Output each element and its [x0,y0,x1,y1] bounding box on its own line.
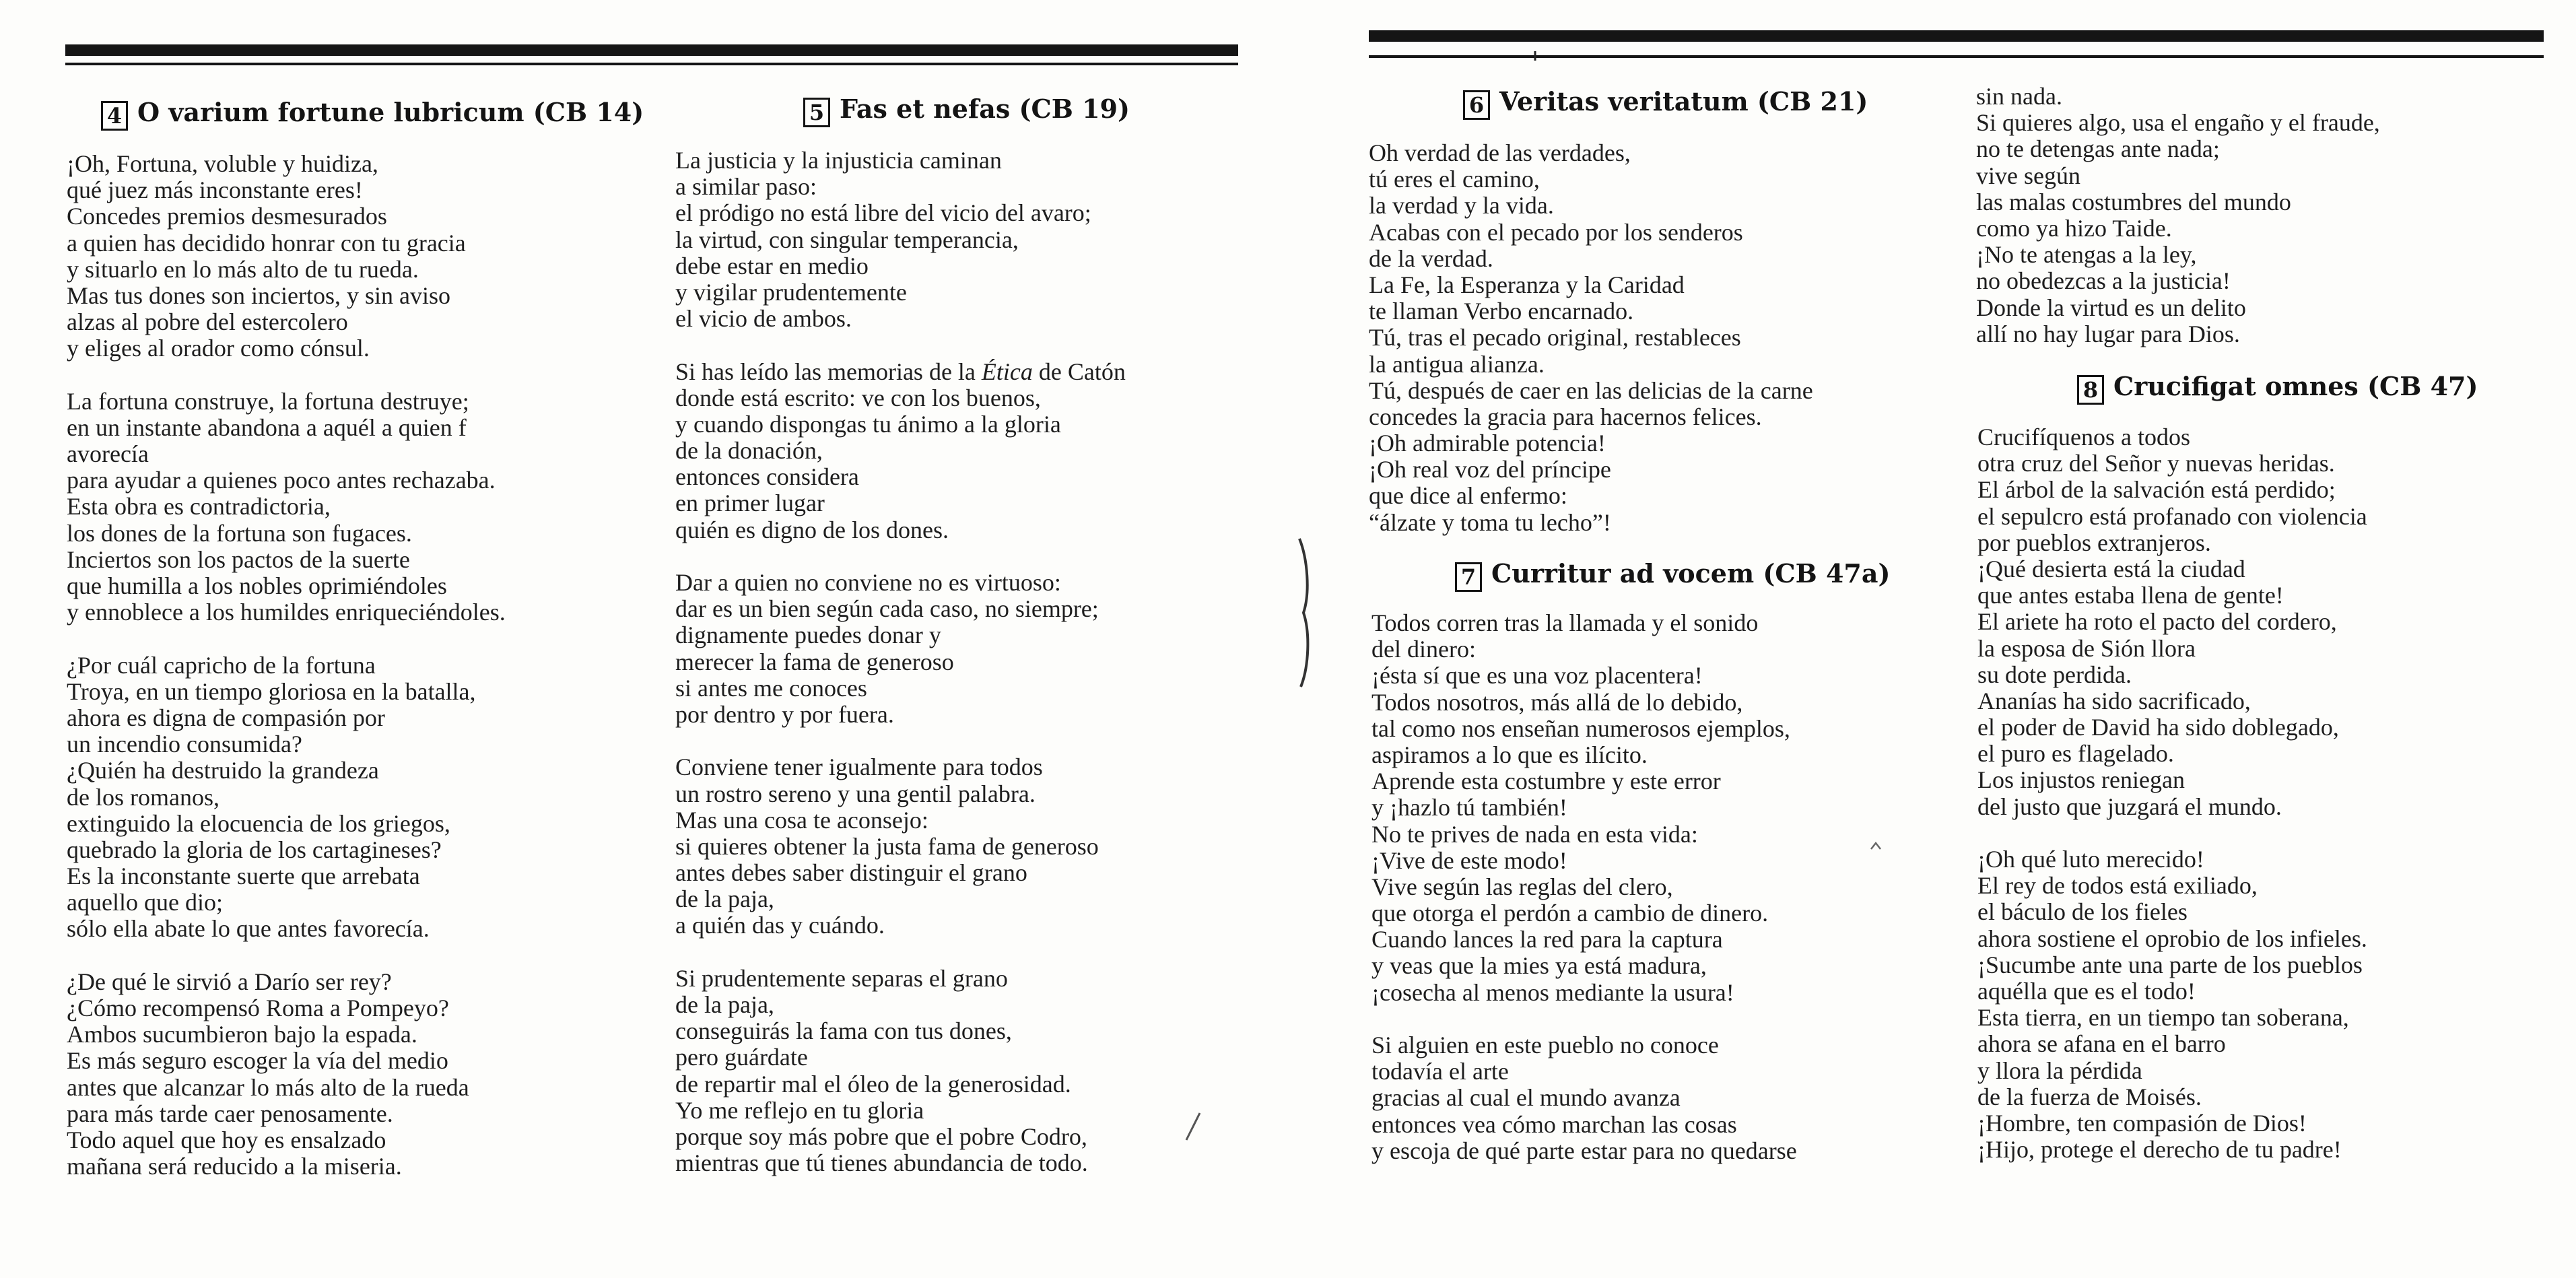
poem-line: el sepulcro está profanado con violencia [1977,502,2367,530]
poem-line: alzas al pobre del estercolero [67,308,348,336]
poem-line: la verdad y la vida. [1369,192,1554,220]
poem-line: aquélla que es el todo! [1977,977,2196,1005]
poem-line: donde está escrito: ve con los buenos, [675,384,1041,411]
poem-line: El árbol de la salvación está perdido; [1977,476,2336,504]
poem-line: El rey de todos está exiliado, [1977,872,2258,900]
poem-line: Crucifíquenos a todos [1977,424,2190,450]
stanza-break [675,728,1268,754]
poem-line: Si has leído las memorias de la Ética de Catón [675,358,1126,385]
poem-title: Veritas veritatum (CB 21) [1499,86,1868,116]
poem-line: ¡Qué desierta está la ciudad [1977,555,2245,582]
poem-line: ¡Hombre, ten compasión de Dios! [1977,1109,2307,1137]
poem-line: dignamente puedes donar y [675,621,941,649]
poem-line: que humilla a los nobles oprimiéndoles [67,572,447,599]
poem-line: la virtud, con singular temperancia, [675,226,1019,253]
poem-line: porque soy más pobre que el pobre Codro, [675,1122,1087,1150]
poem-line: ¿De qué le sirvió a Darío ser rey? [67,968,392,995]
poem-line: Tú, tras el pecado original, restableces [1369,324,1741,351]
poem-line: la esposa de Sión llora [1977,634,2196,662]
poem-line: un incendio consumida? [67,731,302,758]
poem-line: Ambos sucumbieron bajo la espada. [67,1021,417,1048]
poem-line: La justicia y la injusticia caminan [675,147,1002,174]
right-top-rule-thin [1369,55,2544,58]
poem-title: O varium fortune lubricum (CB 14) [137,97,644,127]
stanza-break [67,943,659,969]
poem-line: el pródigo no está libre del vicio del avaro; [675,199,1091,227]
poem-line: sin nada. [1976,83,2062,110]
poem-line: Mas una cosa te aconsejo: [675,806,928,834]
poem-line: mientras que tú tienes abundancia de todo. [675,1149,1088,1177]
poem-title: Crucifigat omnes (CB 47) [2113,371,2478,401]
poem-line: conseguirás la fama con tus dones, [675,1017,1012,1045]
left-top-rule-thick [65,44,1238,56]
stanza-break [675,939,1268,966]
poem-line: Cuando lances la red para la captura [1371,926,1723,953]
poem-line: de la verdad. [1369,244,1493,272]
poem-number-box: 7 [1455,562,1482,592]
poem-line: no obedezcas a la justicia! [1976,267,2231,295]
poem-line: ahora sostiene el oprobio de los infieles. [1977,924,2367,952]
poem-line: Vive según las reglas del clero, [1371,873,1673,900]
poem-line: de repartir mal el óleo de la generosidad. [675,1070,1071,1098]
poem-line: Mas tus dones son inciertos, y sin aviso [67,281,450,309]
poem-line: pero guárdate [675,1044,808,1071]
poem-line: Todo aquel que hoy es ensalzado [67,1126,386,1153]
poem-line: Dar a quien no conviene no es virtuoso: [675,569,1061,596]
poem-line: sólo ella abate lo que antes favorecía. [67,915,430,943]
poem-line: aspiramos a lo que es ilícito. [1371,741,1648,768]
poem-line: de la paja, [675,991,774,1018]
poem-number-box: 6 [1463,90,1490,120]
poem-line: a similar paso: [675,173,817,201]
poem-line: y llora la pérdida [1977,1056,2142,1084]
stanza-break [675,543,1268,570]
poem-line: que otorga el perdón a cambio de dinero. [1371,900,1769,927]
poem-line: debe estar en medio [675,252,869,279]
poem-line: qué juez más inconstante eres! [67,176,363,204]
stanza-break [1977,820,2570,846]
poem-line: en un instante abandona a aquél a quien f [67,413,467,441]
poem-line: te llaman Verbo encarnado. [1369,298,1634,325]
poem-line: ¡No te atengas a la ley, [1976,241,2197,269]
poem-line: como ya hizo Taide. [1976,214,2172,242]
poem-line: del justo que juzgará el mundo. [1977,793,2282,820]
poem-number-box: 8 [2077,375,2104,405]
poem-line: ¡Oh qué luto merecido! [1977,846,2204,873]
poem-line: ¡Oh admirable potencia! [1369,430,1606,457]
caret-mark [1869,840,1883,851]
poem-line: quién es digno de los dones. [675,516,949,543]
poem-line: tal como nos enseñan numerosos ejemplos, [1371,714,1790,742]
poem-8-text [1977,424,2570,1163]
poem-line: ahora es digna de compasión por [67,704,385,731]
poem-line: antes que alcanzar lo más alto de la rueda [67,1073,469,1101]
left-top-rule-thin [65,63,1238,65]
poem-line: Tú, después de caer en las delicias de la carne [1369,376,1813,404]
poem-line: Concedes premios desmesurados [67,203,387,230]
poem-7-heading [1455,558,1890,592]
poem-line: dar es un bien según cada caso, no siempre; [675,595,1099,623]
poem-line: allí no hay lugar para Dios. [1976,320,2240,347]
poem-line: La Fe, la Esperanza y la Caridad [1369,271,1685,298]
poem-line: La fortuna construye, la fortuna destruye; [67,387,469,415]
poem-line: tú eres el camino, [1369,166,1540,193]
poem-line: del dinero: [1371,636,1476,663]
poem-line: si antes me conoces [675,674,867,702]
poem-line: a quien has decidido honrar con tu gracia [67,229,466,257]
poem-line: no te detengas ante nada; [1976,135,2220,163]
poem-line: de la donación, [675,437,823,465]
poem-line: aquello que dio; [67,889,223,916]
poem-line: Esta tierra, en un tiempo tan soberana, [1977,1004,2349,1032]
poem-line: concedes la gracia para hacernos felices. [1369,403,1762,430]
poem-8-heading [2077,371,2478,405]
poem-line: Aprende esta costumbre y este error [1371,768,1721,795]
poem-line: vive según [1976,162,2080,189]
poem-4-text [67,151,659,1180]
poem-line: Es más seguro escoger la vía del medio [67,1047,448,1075]
poem-6-heading [1463,86,1868,120]
poem-line: ¡Hijo, protege el derecho de tu padre! [1977,1136,2342,1164]
poem-line: ¡cosecha al menos mediante la usura! [1371,978,1734,1006]
poem-7-continued-text [1976,83,2569,347]
poem-line: y escoja de qué parte estar para no quedarse [1371,1137,1797,1164]
poem-line: y cuando dispongas tu ánimo a la gloria [675,410,1061,438]
poem-7-text [1371,610,1964,1164]
poem-line: en primer lugar [675,490,825,517]
poem-line: un rostro sereno y una gentil palabra. [675,780,1036,807]
poem-line: que antes estaba llena de gente! [1977,582,2284,609]
poem-line: ahora se afana en el barro [1977,1030,2226,1058]
poem-line: a quién das y cuándo. [675,912,885,939]
poem-number-box: 5 [803,98,830,127]
poem-line: ¿Cómo recompensó Roma a Pompeyo? [67,995,449,1021]
poem-line: para ayudar a quienes poco antes rechazaba. [67,467,496,494]
poem-line: para más tarde caer penosamente. [67,1100,393,1127]
poem-title: Curritur ad vocem (CB 47a) [1491,558,1891,588]
poem-line: No te prives de nada en esta vida: [1371,820,1698,848]
poem-line: Todos nosotros, más allá de lo debido, [1371,688,1743,716]
poem-line: Troya, en un tiempo gloriosa en la batalla, [67,677,476,705]
poem-line: Si alguien en este pueblo no conoce [1371,1032,1719,1058]
poem-line: el puro es flagelado. [1977,740,2174,768]
stanza-break [1371,1006,1964,1032]
poem-line: y ¡hazlo tú también! [1371,794,1567,821]
poem-number-box: 4 [101,101,128,131]
poem-line: su dote perdida. [1977,661,2132,688]
poem-line: el vicio de ambos. [675,305,852,333]
poem-line: Si prudentemente separas el grano [675,964,1008,992]
poem-line: otra cruz del Señor y nuevas heridas. [1977,450,2335,477]
poem-line: y situarlo en lo más alto de tu rueda. [67,255,419,283]
poem-6-text [1369,140,1961,536]
poem-line: Todos corren tras la llamada y el sonido [1371,609,1759,636]
tick-mark [1532,51,1538,61]
poem-line: de los romanos, [67,783,219,811]
right-top-rule-thick [1369,30,2544,42]
poem-line: “álzate y toma tu lecho”! [1369,508,1611,536]
poem-line: la antigua alianza. [1369,350,1545,378]
stanza-break [67,362,659,389]
poem-line: extinguido la elocuencia de los griegos, [67,809,450,837]
poem-line: Los injustos reniegan [1977,766,2185,794]
poem-line: Acabas con el pecado por los senderos [1369,218,1743,246]
poem-line: si quieres obtener la justa fama de generoso [675,832,1099,860]
poem-line: el báculo de los fieles [1977,898,2188,926]
poem-line: de la paja, [675,885,774,913]
poem-line: ¡ésta sí que es una voz placentera! [1371,662,1703,690]
poem-line: que dice al enfermo: [1369,482,1567,510]
stanza-break [675,332,1268,358]
poem-line: el poder de David ha sido doblegado, [1977,714,2339,741]
poem-title: Fas et nefas (CB 19) [840,94,1130,124]
poem-line: los dones de la fortuna son fugaces. [67,519,412,547]
stanza-break [67,626,659,652]
poem-5-text [675,147,1268,1176]
poem-line: entonces considera [675,463,859,491]
pen-stroke-mark [1180,1110,1207,1143]
poem-line: ¡Oh, Fortuna, voluble y huidiza, [67,150,378,177]
poem-line: de la fuerza de Moisés. [1977,1083,2202,1110]
poem-line: quebrado la gloria de los cartagineses? [67,836,442,863]
poem-line: ¡Vive de este modo! [1371,846,1567,874]
poem-line: y veas que la mies ya está madura, [1371,952,1707,980]
poem-line: ¿Quién ha destruido la grandeza [67,757,379,784]
poem-line: Inciertos son los pactos de la suerte [67,545,410,573]
poem-line: mañana será reducido a la miseria. [67,1153,402,1180]
poem-line: El ariete ha roto el pacto del cordero, [1977,608,2337,636]
poem-line: Esta obra es contradictoria, [67,493,331,520]
gutter-bracket-mark [1293,532,1320,694]
poem-line: Es la inconstante suerte que arrebata [67,863,420,890]
poem-line: Si quieres algo, usa el engaño y el fraude, [1976,109,2380,137]
poem-line: Yo me reflejo en tu gloria [675,1096,924,1124]
poem-line: Donde la virtud es un delito [1976,294,2246,321]
poem-line: merecer la fama de generoso [675,648,954,675]
poem-line: ¡Oh real voz del príncipe [1369,456,1611,483]
poem-line: y eliges al orador como cónsul. [67,335,370,362]
poem-line: y ennoblece a los humildes enriqueciéndoles. [67,599,506,626]
poem-5-heading [803,94,1130,127]
poem-line: y vigilar prudentemente [675,278,907,306]
poem-4-heading [101,97,644,131]
poem-line: gracias al cual el mundo avanza [1371,1084,1681,1112]
poem-line: entonces vea cómo marchan las cosas [1371,1110,1737,1138]
poem-line: todavía el arte [1371,1058,1509,1085]
poem-line: por dentro y por fuera. [675,700,894,728]
poem-line: ¿Por cuál capricho de la fortuna [67,651,376,679]
poem-line: las malas costumbres del mundo [1976,188,2291,215]
poem-line: Conviene tener igualmente para todos [675,753,1043,781]
poem-line: por pueblos extranjeros. [1977,529,2211,556]
poem-line: ¡Sucumbe ante una parte de los pueblos [1977,951,2363,978]
poem-line: Oh verdad de las verdades, [1369,139,1631,166]
poem-line: avorecía [67,440,149,468]
poem-line: antes debes saber distinguir el grano [675,859,1027,887]
poem-line: Ananías ha sido sacrificado, [1977,687,2251,714]
